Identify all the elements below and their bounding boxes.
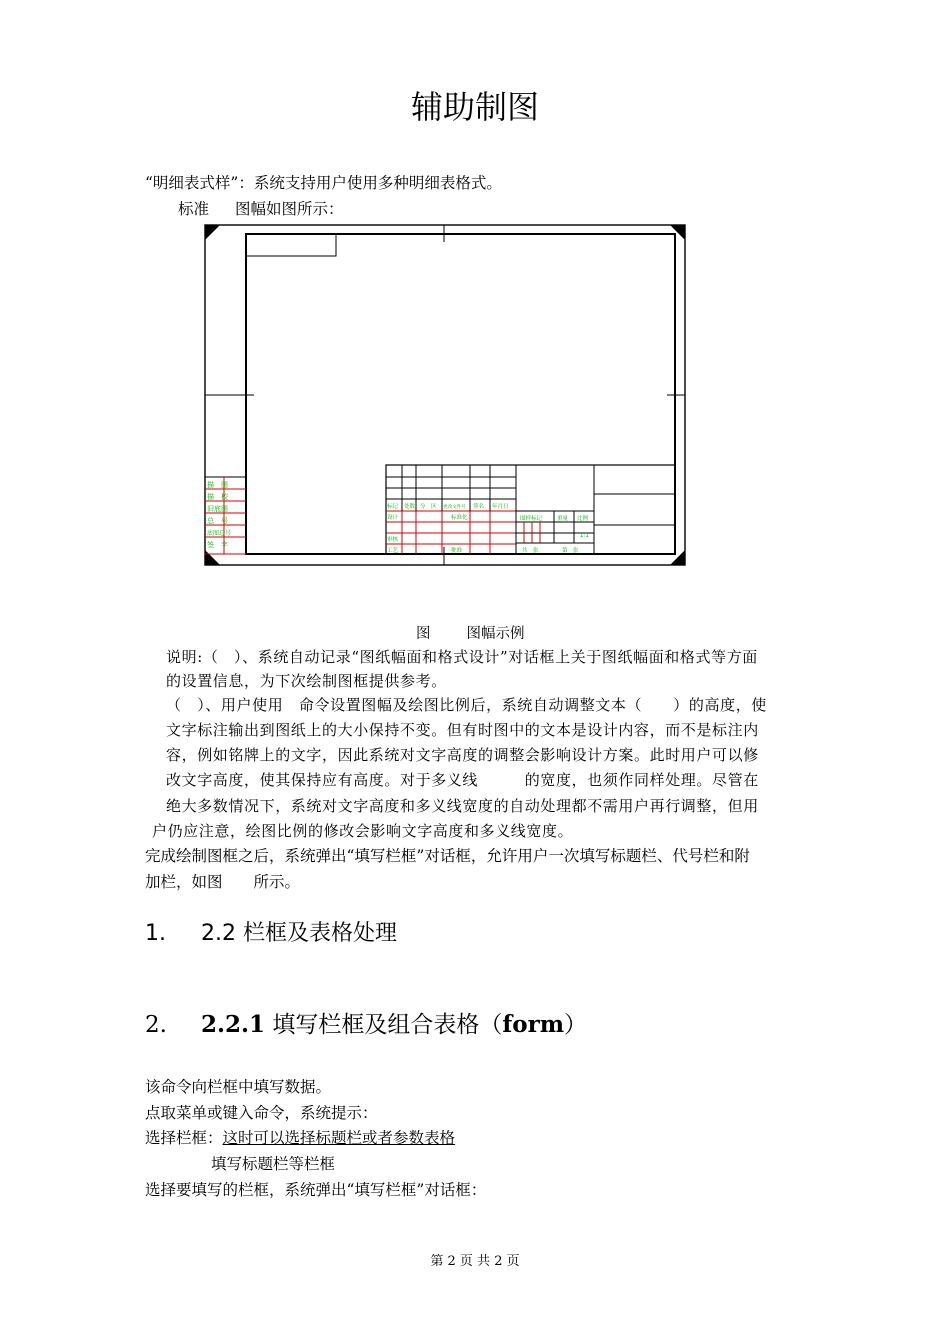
page-footer: 第 2 页 共 2 页: [430, 1254, 520, 1269]
section-2-form: form: [502, 1011, 565, 1038]
standard-prefix: 标准: [178, 200, 210, 218]
corner-mark-bl: [205, 550, 220, 565]
tb-label-8: 审核: [387, 537, 399, 543]
section-1-heading: [145, 916, 397, 947]
side-label-4: 底图总号: [207, 530, 232, 537]
title-block: [386, 465, 675, 554]
figure-caption-text: 图幅示例: [466, 626, 525, 642]
section-2-close: ）: [564, 1012, 588, 1038]
section-2-code: 2.2.1: [201, 1011, 266, 1038]
outer-border: [205, 225, 685, 565]
note-line-3: 文字标注输出到图纸上的大小保持不变。但有时图中的文本是设计内容，而不是标注内: [166, 721, 759, 739]
note-line-4: 容，例如铭牌上的文字，因此系统对文字高度的调整会影响设计方案。此时用户可以修: [166, 746, 759, 764]
section-2-title: 填写栏框及组合表格（: [272, 1012, 503, 1038]
tb-label-4: 签名: [473, 504, 485, 510]
tb-label-6: 标准化: [451, 515, 468, 521]
section-1-number: 1.: [145, 921, 166, 946]
tb-label-5: 年月日: [492, 504, 509, 510]
last-line: 选择要填写的栏框，系统弹出“填写栏框”对话框：: [145, 1181, 487, 1199]
corner-mark-tl: [205, 225, 220, 240]
intro-text: “明细表式样”：系统支持用户使用多种明细表格式。: [145, 174, 502, 192]
section-1-title: 2.2 栏框及表格处理: [201, 921, 397, 946]
side-label-5: 签 字: [207, 541, 228, 549]
rb-label-0: 图样标记: [520, 516, 543, 522]
side-label-1: 描 校: [207, 493, 228, 501]
tb-label-2: 分 区: [420, 504, 437, 510]
note-line-0: 说明:（ ）、系统自动记录“图纸幅面和格式设计”对话框上关于图纸幅面和格式等方面: [166, 648, 758, 666]
rb-label-5: 第 张: [562, 548, 579, 554]
tb-label-3: 更改文件号: [443, 505, 466, 510]
corner-mark-br: [670, 550, 685, 565]
after-notes-line-2: 加栏，如图 所示。: [145, 873, 301, 891]
note-line-7: 户仍应注意，绘图比例的修改会影响文字高度和多义线宽度。: [152, 822, 574, 840]
standard-suffix: 图幅如图所示：: [235, 200, 344, 218]
rb-label-2: 比例: [577, 516, 589, 522]
standard-line: [178, 198, 344, 220]
code-box: [246, 234, 336, 256]
section-2-heading: [145, 1006, 587, 1039]
side-label-3: 总 号: [207, 517, 228, 525]
rb-label-3: 1:1: [580, 533, 589, 539]
figure-caption: [416, 622, 525, 643]
side-table: [205, 477, 246, 554]
body-line-1: 点取菜单或键入命令，系统提示：: [145, 1104, 378, 1122]
select-hint: 这时可以选择标题栏或者参数表格: [222, 1129, 456, 1147]
tb-label-10: 批准: [451, 548, 463, 554]
drawing-frame-figure: [200, 222, 690, 568]
tb-label-9: 工艺: [387, 548, 399, 554]
side-label-2: 旧底图: [207, 505, 228, 513]
select-sub-line: 填写标题栏等栏框: [211, 1155, 336, 1173]
figure-caption-prefix: 图: [416, 626, 431, 642]
note-line-6: 绝大多数情况下，系统对文字高度和多义线宽度的自动处理都不需用户再行调整，但用: [166, 797, 759, 815]
note-line-5: 改文字高度，使其保持应有高度。对于多义线 的宽度，也须作同样处理。尽管在: [166, 771, 759, 789]
select-label: 选择栏框：: [145, 1129, 223, 1147]
page-title: 辅助制图: [410, 88, 539, 126]
tb-label-0: 标记: [387, 504, 399, 510]
side-label-0: 描 图: [207, 481, 228, 489]
note-line-1: 的设置信息，为下次绘制图框提供参考。: [166, 672, 447, 690]
tb-label-1: 处数: [404, 504, 416, 510]
rb-label-1: 重量: [557, 516, 569, 522]
select-line: [145, 1127, 455, 1149]
after-notes-line-1: 完成绘制图框之后，系统弹出“填写栏框”对话框，允许用户一次填写标题栏、代号栏和附: [145, 847, 750, 865]
tb-label-7: 设计: [387, 515, 399, 521]
section-2-number: 2.: [145, 1012, 167, 1038]
rb-label-4: 共 张: [522, 548, 539, 554]
corner-mark-tr: [670, 225, 685, 240]
note-line-2: （ ）、用户使用 命令设置图幅及绘图比例后，系统自动调整文本（ ）的高度，使: [166, 696, 767, 714]
body-line-0: 该命令向栏框中填写数据。: [145, 1078, 332, 1096]
